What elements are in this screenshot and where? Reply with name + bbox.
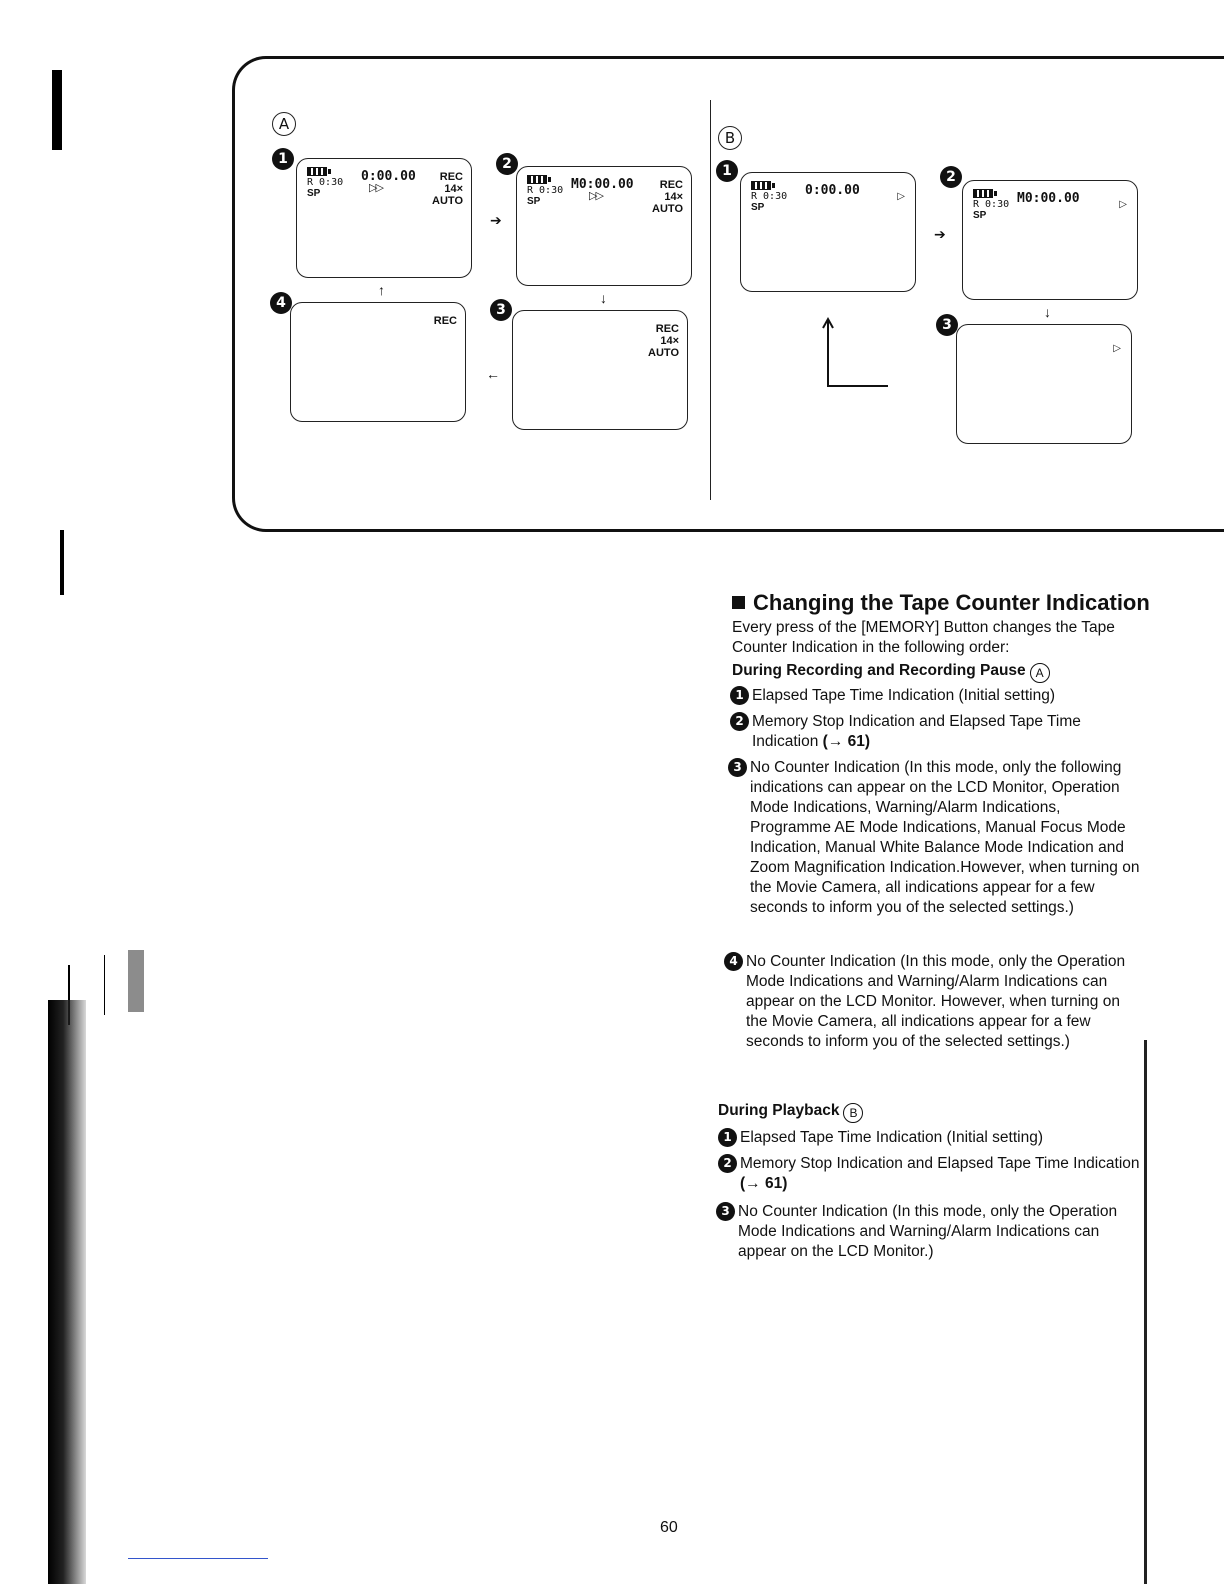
status-stack xyxy=(648,323,679,359)
group-mark: A xyxy=(1030,663,1050,683)
diagram-divider xyxy=(710,100,711,500)
item-number: 2 xyxy=(718,1154,737,1173)
lcd-screen-b2 xyxy=(962,180,1138,300)
group-a-label: A xyxy=(272,112,296,136)
arrow-up-icon: ↑ xyxy=(378,282,385,298)
mode-indicator: AUTO xyxy=(652,203,683,215)
item-text: Memory Stop Indication and Elapsed Tape Time Indication xyxy=(752,713,1081,750)
tape-remaining: R 0:30 xyxy=(307,177,344,188)
item-text: No Counter Indication (In this mode, only the Operation Mode Indications and Warning/Alarm Indications can appear on the LCD Monitor. However, when turning on the Movie Camera, all indications appear for a few seconds to inform you of the selected settings.) xyxy=(746,953,1126,1050)
rec-indicator: REC xyxy=(655,323,679,335)
status-stack xyxy=(432,171,463,207)
item-text: Elapsed Tape Time Indication (Initial setting) xyxy=(752,687,1055,704)
zoom-indicator: 14× xyxy=(664,191,683,203)
status-stack xyxy=(652,179,683,215)
tape-remaining: R 0:30 xyxy=(751,191,788,202)
item-number: 4 xyxy=(724,952,743,971)
play-icon: ▷ xyxy=(1119,199,1127,210)
step-badge: 4 xyxy=(270,292,292,314)
status-stack xyxy=(434,315,457,327)
lcd-screen-a4 xyxy=(290,302,466,422)
playback-heading-text: During Playback xyxy=(718,1102,840,1119)
list-item xyxy=(728,758,1142,918)
battery-icon xyxy=(307,167,327,176)
arrow-left-icon: ← xyxy=(486,366,500,382)
rec-indicator: REC xyxy=(433,315,457,327)
rec-indicator: REC xyxy=(659,179,683,191)
item-text: Elapsed Tape Time Indication (Initial setting) xyxy=(740,1129,1043,1146)
list-item xyxy=(716,1202,1142,1262)
lcd-screen-b1 xyxy=(740,172,916,292)
tape-counter: M0:00.00 xyxy=(1017,191,1080,206)
scan-line xyxy=(128,1558,268,1559)
section-title-text: Changing the Tape Counter Indication xyxy=(753,590,1150,615)
tape-counter: 0:00.00 xyxy=(361,169,416,184)
zoom-indicator: 14× xyxy=(444,183,463,195)
list-item xyxy=(718,1128,1142,1148)
step-badge: 3 xyxy=(936,314,958,336)
step-badge: 2 xyxy=(496,153,518,175)
tape-remaining: R 0:30 xyxy=(527,185,564,196)
arrow-down-icon: ↓ xyxy=(600,290,607,306)
item-text: No Counter Indication (In this mode, only the following indications can appear on the LCD Monitor, Operation Mode Indications, Warning/Alarm Indications, Programme AE Mode Indications, Manual Focus Mode Indication, Manual White Balance Mode Indication and Zoom Magnification Indication.However, when turning on the Movie Camera, all indications appear for a few seconds to inform you of the selected settings.) xyxy=(750,759,1140,916)
page-reference: (→ 61) xyxy=(740,1175,788,1192)
group-b-label: B xyxy=(718,126,742,150)
item-text: Memory Stop Indication and Elapsed Tape Time Indication xyxy=(740,1155,1140,1172)
battery-icon xyxy=(751,181,771,190)
mode-indicator: AUTO xyxy=(648,347,679,359)
tape-speed: SP xyxy=(973,210,987,221)
arrow-down-icon: ↓ xyxy=(1044,304,1051,320)
arrow-right-icon: ➔ xyxy=(490,212,502,228)
lcd-screen-b3 xyxy=(956,324,1132,444)
tape-speed: SP xyxy=(527,196,541,207)
item-number: 1 xyxy=(730,686,749,705)
list-item xyxy=(724,952,1142,1052)
zoom-indicator: 14× xyxy=(660,335,679,347)
tape-counter: 0:00.00 xyxy=(805,183,860,198)
step-badge: 1 xyxy=(272,148,294,170)
square-bullet-icon xyxy=(732,596,745,609)
list-item xyxy=(718,1154,1142,1194)
recording-heading-text: During Recording and Recording Pause xyxy=(732,662,1026,679)
step-badge: 2 xyxy=(940,166,962,188)
page-number: 60 xyxy=(660,1519,678,1536)
item-text: No Counter Indication (In this mode, only the Operation Mode Indications and Warning/Alarm Indications can appear on the LCD Monitor.) xyxy=(738,1203,1118,1260)
mode-indicator: AUTO xyxy=(432,195,463,207)
scan-artifact xyxy=(128,950,144,1012)
lcd-screen-a3 xyxy=(512,310,688,430)
scan-artifact xyxy=(52,70,62,150)
recording-heading xyxy=(732,662,1050,683)
section-intro: Every press of the [MEMORY] Button changes the Tape Counter Indication in the following order: xyxy=(732,619,1115,656)
arrow-right-icon: ➔ xyxy=(934,226,946,242)
lcd-screen-a2 xyxy=(516,166,692,286)
scan-artifact xyxy=(60,530,64,595)
scan-artifact xyxy=(104,955,105,1015)
fast-forward-icon: ▷▷ xyxy=(369,182,382,194)
item-number: 3 xyxy=(716,1202,735,1221)
tape-counter: M0:00.00 xyxy=(571,177,634,192)
return-arrow-icon xyxy=(818,316,894,392)
list-item xyxy=(730,686,1142,706)
play-icon: ▷ xyxy=(897,191,905,202)
tape-speed: SP xyxy=(307,188,321,199)
lcd-screen-a1 xyxy=(296,158,472,278)
playback-heading xyxy=(718,1102,863,1123)
step-badge: 3 xyxy=(490,299,512,321)
list-item xyxy=(730,712,1142,752)
rec-indicator: REC xyxy=(439,171,463,183)
tape-speed: SP xyxy=(751,202,765,213)
item-number: 3 xyxy=(728,758,747,777)
battery-icon xyxy=(973,189,993,198)
group-mark: B xyxy=(843,1103,863,1123)
item-number: 1 xyxy=(718,1128,737,1147)
tape-remaining: R 0:30 xyxy=(973,199,1010,210)
battery-icon xyxy=(527,175,547,184)
fast-forward-icon: ▷▷ xyxy=(589,190,602,202)
step-badge: 1 xyxy=(716,160,738,182)
scan-edge xyxy=(1144,1040,1147,1584)
section-title xyxy=(732,590,1150,616)
scan-shadow xyxy=(48,1000,86,1584)
page-reference: (→ 61) xyxy=(822,733,871,750)
play-icon: ▷ xyxy=(1113,343,1121,354)
item-number: 2 xyxy=(730,712,749,731)
